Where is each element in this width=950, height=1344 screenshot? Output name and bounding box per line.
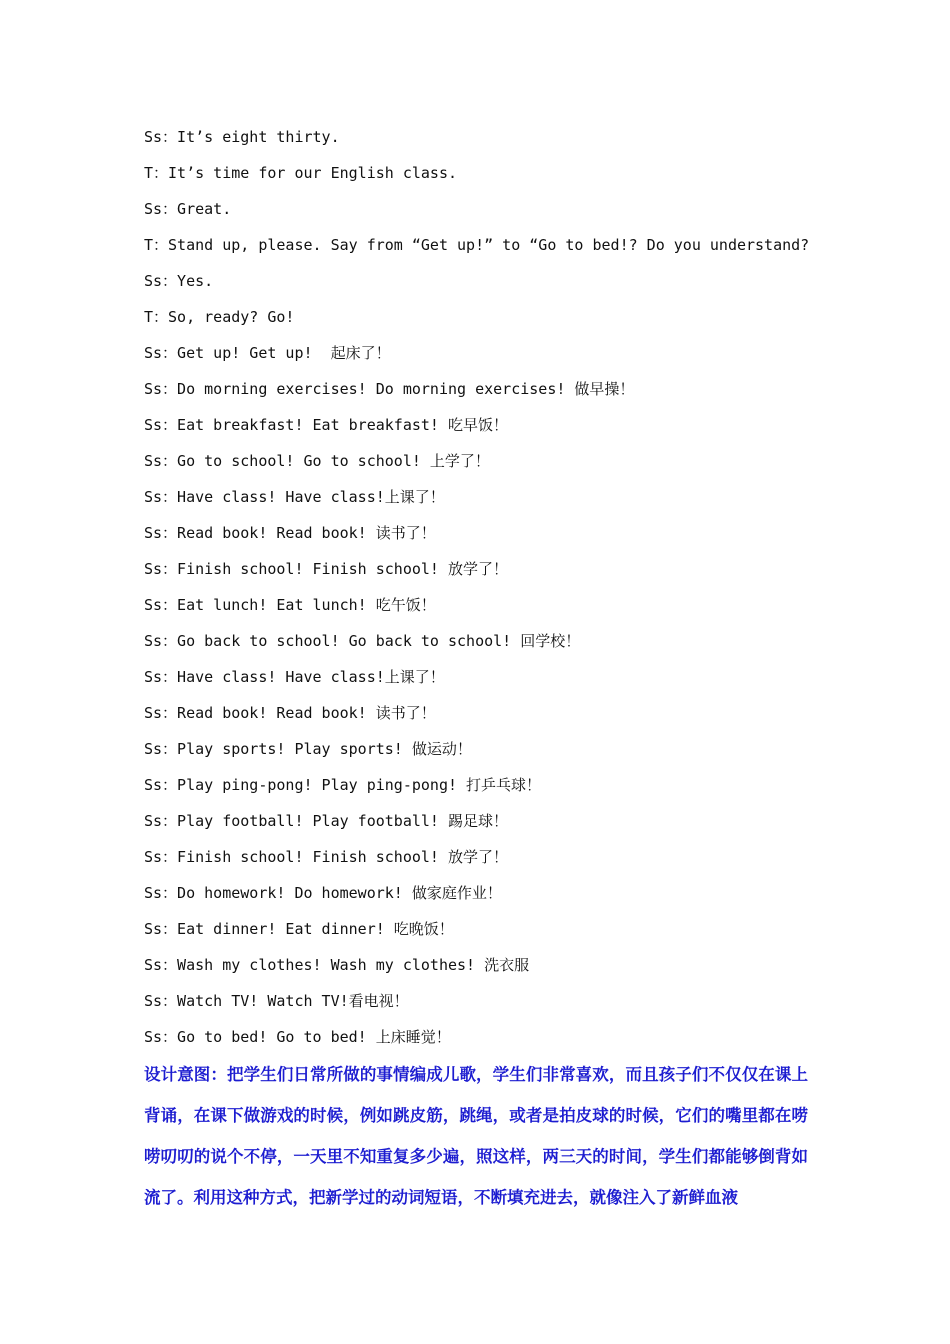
dialogue-line: Ss：Eat breakfast! Eat breakfast! 吃早饭！ <box>144 416 508 434</box>
dialogue-line: Ss：Finish school! Finish school! 放学了！ <box>144 560 508 578</box>
dialogue-line: Ss：Great. <box>144 200 232 218</box>
design-intent-paragraph: 设计意图：把学生们日常所做的事情编成儿歌，学生们非常喜欢，而且孩子们不仅仅在课上背诵，在课下做游戏的时候，例如跳皮筋，跳绳，或者是拍皮球的时候，它们的嘴里都在唠唠叨叨的说个不停，一天里不知重复多少遍，照这样，两三天的时间，学生们都能够倒背如流了。利用这种方式，把新学过的动词短语，不断填充进去，就像注入了新鲜血液 <box>144 1065 808 1207</box>
dialogue-line: Ss：Play football! Play football! 踢足球！ <box>144 812 508 830</box>
dialogue-line: Ss：Wash my clothes! Wash my clothes! 洗衣服 <box>144 956 530 974</box>
dialogue-line: Ss：Yes. <box>144 272 214 290</box>
dialogue-line: Ss：Go to school! Go to school! 上学了！ <box>144 452 490 470</box>
dialogue-line: Ss：It’s eight thirty. <box>144 128 340 146</box>
dialogue-transcript <box>144 124 824 1060</box>
dialogue-line: T：So, ready? Go! <box>144 308 295 326</box>
dialogue-line: Ss：Go back to school! Go back to school! 回学校！ <box>144 632 581 650</box>
dialogue-line: Ss：Eat dinner! Eat dinner! 吃晚饭！ <box>144 920 454 938</box>
dialogue-line: Ss：Finish school! Finish school! 放学了！ <box>144 848 508 866</box>
dialogue-line: Ss：Have class! Have class!上课了！ <box>144 668 445 686</box>
dialogue-line: Ss：Read book! Read book! 读书了！ <box>144 704 436 722</box>
dialogue-line: Ss：Do homework! Do homework! 做家庭作业！ <box>144 884 502 902</box>
dialogue-line: T：It’s time for our English class. <box>144 164 458 182</box>
dialogue-line: Ss：Play sports! Play sports! 做运动！ <box>144 740 472 758</box>
dialogue-line: Ss：Go to bed! Go to bed! 上床睡觉！ <box>144 1028 451 1046</box>
dialogue-line: Ss：Get up! Get up! 起床了！ <box>144 344 391 362</box>
dialogue-line: Ss：Eat lunch! Eat lunch! 吃午饭！ <box>144 596 436 614</box>
dialogue-line: Ss：Play ping-pong! Play ping-pong! 打乒乓球！ <box>144 776 542 794</box>
dialogue-line: Ss：Have class! Have class!上课了！ <box>144 488 445 506</box>
dialogue-line: Ss：Watch TV! Watch TV!看电视！ <box>144 992 409 1010</box>
dialogue-line: Ss：Do morning exercises! Do morning exercises! 做早操！ <box>144 380 635 398</box>
dialogue-line: Ss：Read book! Read book! 读书了！ <box>144 524 436 542</box>
dialogue-line: T：Stand up, please. Say from “Get up!” to “Go to bed!? Do you understand? <box>144 236 810 254</box>
